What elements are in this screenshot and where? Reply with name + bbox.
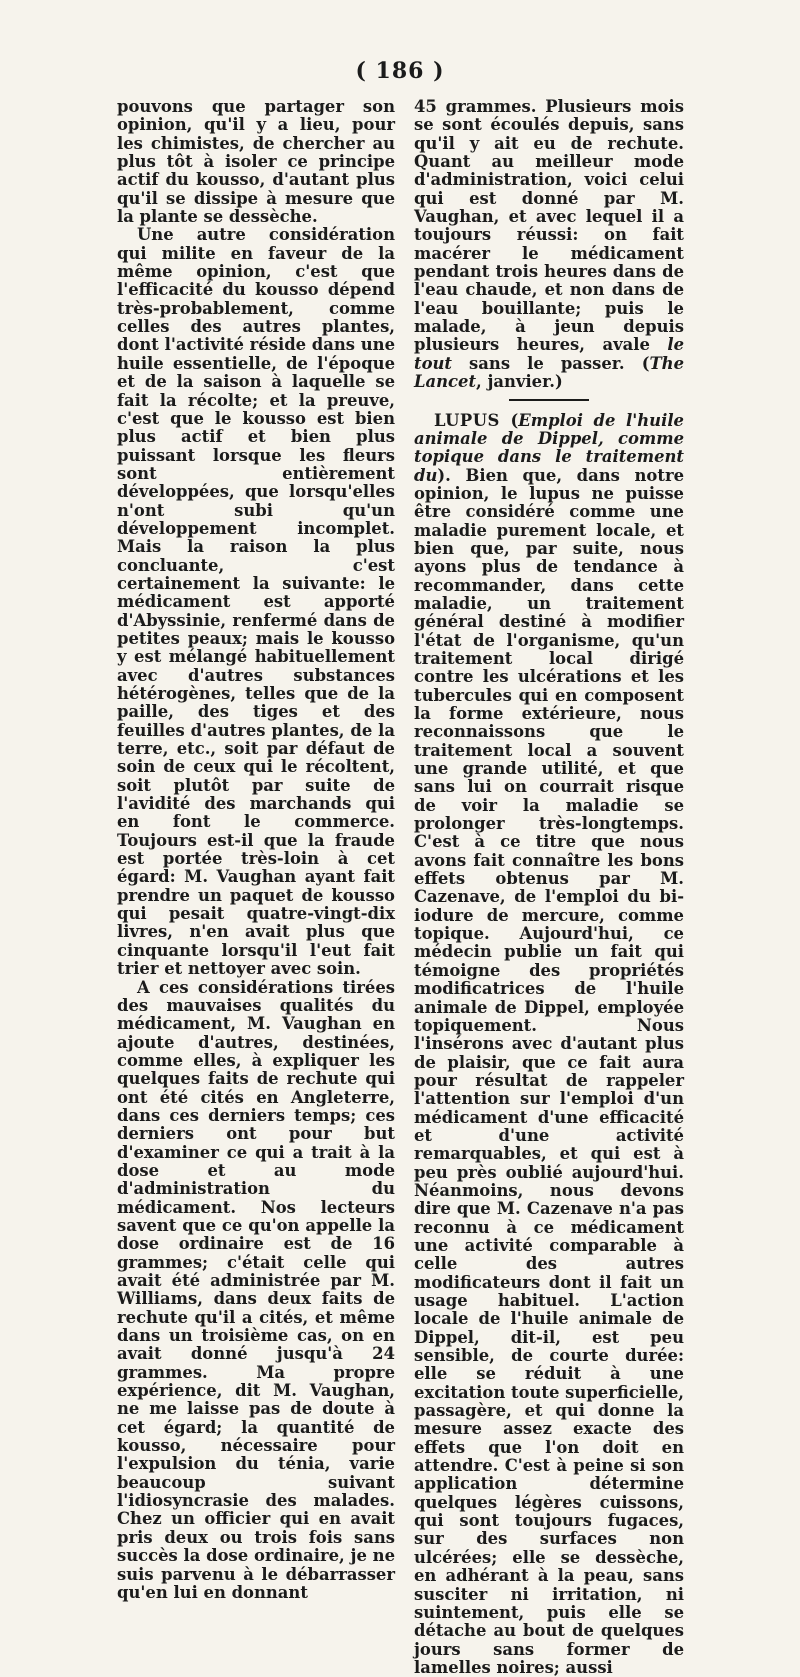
right-paragraph-1 bbox=[414, 98, 684, 392]
right-paragraph-1-end: , janvier.) bbox=[476, 372, 563, 391]
le-tout-italic: le tout bbox=[414, 335, 684, 372]
left-column bbox=[117, 98, 395, 1602]
lupus-open-paren: ( bbox=[500, 411, 518, 430]
right-paragraph-1-text: 45 grammes. Plusieurs mois se sont écoulés depuis, sans qu'il y ait eu de rechute. Quant au meilleur mode d'administration, voici celui qui est donné par M. Vaughan, et avec lequel il a toujours réussi: on fait macérer le médicament pendant trois heures dans de l'eau chaude, et non dans de l'eau bouillante; puis le malade, à jeun depuis plusieurs heures, avale bbox=[414, 97, 684, 354]
left-paragraph-1: pouvons que partager son opinion, qu'il y a lieu, pour les chimistes, de chercher au plus tôt à isoler ce principe actif du kousso, d'autant plus qu'il se dissipe à mesure que la plante se dessèche. bbox=[117, 98, 395, 226]
page-number: ( 186 ) bbox=[0, 58, 800, 84]
lupus-subtitle: Emploi de l'huile animale de Dippel, comme topique dans le traitement du bbox=[414, 411, 684, 485]
section-divider bbox=[509, 399, 589, 401]
lupus-body: Bien que, dans notre opinion, le lupus ne puisse être considéré comme une maladie purement locale, et bien que, par suite, nous ayons plus de tendance à recommander, dans cette maladie, un traitement général destiné à modifier l'état de l'organisme, qu'un traitement local dirigé contre les ulcérations et les tubercules qui en composent la forme extérieure, nous reconnaissons que le traitement local a souvent une grande utilité, et que sans lui on courrait risque de voir la maladie se prolonger très-longtemps. C'est à ce titre que nous avons fait connaître les bons effets obtenus par M. Cazenave, de l'emploi du bi-iodure de mercure, comme topique. Aujourd'hui, ce médecin publie un fait qui témoigne des propriétés modificatrices de l'huile animale de Dippel, employée topiquement. Nous l'insérons avec d'autant plus de plaisir, que ce fait aura pour résultat de rappeler l'attention sur l'emploi d'un médicament d'une efficacité et d'une activité remarquables, et qui est à peu près oublié aujourd'hui. Néanmoins, nous devons dire que M. Cazenave n'a pas reconnu à ce médicament une activité comparable à celle des autres modificateurs dont il fait un usage habituel. L'action locale de l'huile animale de Dippel, dit-il, est peu sensible, de courte durée: elle se réduit à une excitation toute superficielle, passagère, et qui donne la mesure assez exacte des effets que l'on doit en attendre. C'est à peine si son application détermine quelques légères cuissons, qui sont toujours fugaces, sur des surfaces non ulcérées; elle se dessèche, en adhérant à la peau, sans susciter ni irritation, ni suintement, puis elle se détache au bout de quelques jours sans former de lamelles noires; aussi bbox=[414, 466, 684, 1677]
right-column bbox=[414, 98, 684, 1677]
lupus-close-paren: ). bbox=[437, 466, 465, 485]
left-paragraph-3: A ces considérations tirées des mauvaises qualités du médicament, M. Vaughan en ajoute d'autres, destinées, comme elles, à expliquer les quelques faits de rechute qui ont été cités en Angleterre, dans ces derniers temps; ces derniers ont pour but d'examiner ce qui a trait à la dose et au mode d'administration du médicament. Nos lecteurs savent que ce qu'on appelle la dose ordinaire est de 16 grammes; c'était celle qui avait été administrée par M. Williams, dans deux faits de rechute qu'il a cités, et même dans un troisième cas, on en avait donné jusqu'à 24 grammes. Ma propre expérience, dit M. Vaughan, ne me laisse pas de doute à cet égard; la quantité de kousso, nécessaire pour l'expulsion du ténia, varie beaucoup suivant l'idiosyncrasie des malades. Chez un officier qui en avait pris deux ou trois fois sans succès la dose ordinaire, je ne suis parvenu à le débarrasser qu'en lui en donnant bbox=[117, 979, 395, 1603]
right-paragraph-1-after: sans le passer. ( bbox=[452, 354, 649, 373]
lupus-article bbox=[414, 412, 684, 1677]
lupus-title: LUPUS bbox=[434, 411, 500, 430]
source-lancet: The Lancet bbox=[414, 354, 684, 391]
left-paragraph-2: Une autre considération qui milite en faveur de la même opinion, c'est que l'efficacité du kousso dépend très-probablement, comme celles des autres plantes, dont l'activité réside dans une huile essentielle, de l'époque et de la saison à laquelle se fait la récolte; et la preuve, c'est que le kousso est bien plus actif et bien plus puissant lorsque les fleurs sont entièrement développées, que lorsqu'elles n'ont subi qu'un développement incomplet. Mais la raison la plus concluante, c'est certainement la suivante: le médicament est apporté d'Abyssinie, renfermé dans de petites peaux; mais le kousso y est mélangé habituellement avec d'autres substances hétérogènes, telles que de la paille, des tiges et des feuilles d'autres plantes, de la terre, etc., soit par défaut de soin de ceux qui le récoltent, soit plutôt par suite de l'avidité des marchands qui en font le commerce. Toujours est-il que la fraude est portée très-loin à cet égard: M. Vaughan ayant fait prendre un paquet de kousso qui pesait quatre-vingt-dix livres, n'en avait plus que cinquante lorsqu'il l'eut fait trier et nettoyer avec soin. bbox=[117, 226, 395, 978]
